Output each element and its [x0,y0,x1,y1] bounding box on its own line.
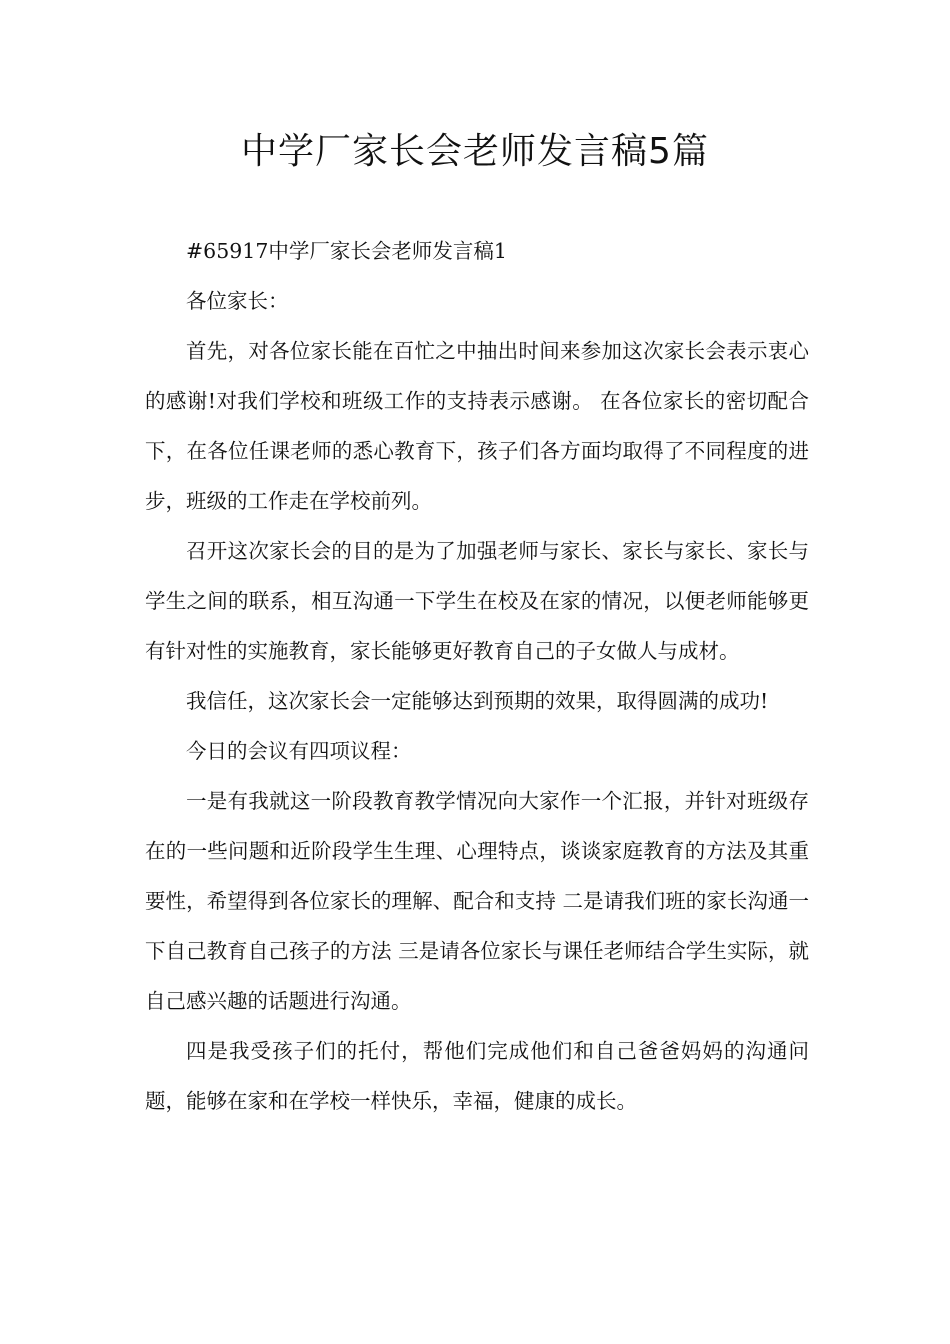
document-title: 中学厂家长会老师发言稿5篇 [241,131,709,172]
paragraph-heading-1: #65917中学厂家长会老师发言稿1 [186,239,507,263]
paragraph-agenda-items: 一是有我就这一阶段教育教学情况向大家作一个汇报，并针对班级存在的一些问题和近阶段学生生理、心理特点，谈谈家庭教育的方法及其重要性，希望得到各位家长的理解、配合和支持 二是请我们班的家长沟通一下自己教育自己孩子的方法 三是请各位家长与课任老师结合学生实际，就自己感兴趣的话题进行沟通。 [145,789,809,1013]
paragraph-thanks: 首先，对各位家长能在百忙之中抽出时间来参加这次家长会表示衷心的感谢!对我们学校和班级工作的支持表示感谢。 在各位家长的密切配合下，在各位任课老师的悉心教育下，孩子们各方面均取得了不同程度的进步，班级的工作走在学校前列。 [145,339,809,513]
paragraph-salutation: 各位家长： [186,289,289,313]
paragraph-confidence: 我信任，这次家长会一定能够达到预期的效果，取得圆满的成功! [186,689,769,713]
paragraph-agenda-intro: 今日的会议有四项议程： [186,739,412,763]
paragraph-purpose: 召开这次家长会的目的是为了加强老师与家长、家长与家长、家长与学生之间的联系，相互沟通一下学生在校及在家的情况，以便老师能够更有针对性的实施教育，家长能够更好教育自己的子女做人与成材。 [145,539,809,663]
paragraph-agenda-four: 四是我受孩子们的托付，帮他们完成他们和自己爸爸妈妈的沟通问题，能够在家和在学校一样快乐，幸福，健康的成长。 [145,1039,809,1113]
document-body [145,226,809,1126]
